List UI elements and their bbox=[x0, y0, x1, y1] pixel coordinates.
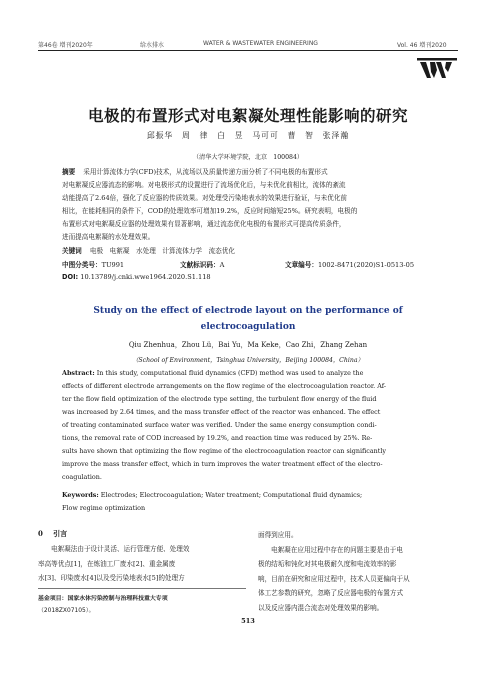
abstract-cn-line: 布置形式对电絮凝反应器的处理效果有显著影响，通过流态优化电极的布置形式可提高传质条件， bbox=[62, 220, 346, 228]
paper-title-en-line2: electrocoagulation bbox=[200, 322, 296, 332]
section0-body bbox=[38, 543, 246, 587]
body-line: 率高等优点[1]，在炼油工厂废水[2]、重金属废 bbox=[38, 559, 176, 568]
keywords-cn-label: 关键词 bbox=[62, 247, 82, 255]
keywords-en-label: Keywords: bbox=[62, 491, 99, 499]
article-number-label: 文章编号： bbox=[285, 261, 318, 269]
header-rule bbox=[38, 50, 458, 51]
abstract-cn-line: 对电絮凝反应器流态的影响。对电极形式的设置进行了流场优化后，与未优化前相比，流体的紊流 bbox=[62, 181, 346, 189]
abstract-en-line: sults have shown that optimizing the flow regime of the electrocoagulation reactor can significantly bbox=[62, 447, 387, 455]
affiliation-cn: （清华大学环境学院，北京 100084） bbox=[192, 154, 304, 161]
article-number bbox=[285, 259, 414, 269]
affiliation-en: （School of Environment，Tsinghua University，Beijing 100084，China） bbox=[132, 357, 364, 364]
article-number-value: 1002-8471(2020)S1-0513-05 bbox=[317, 261, 415, 269]
paper-title-en-line1: Study on the effect of electrode layout on the performance of bbox=[93, 306, 403, 316]
section-heading bbox=[38, 529, 67, 539]
abstract-en-line: tions, the removal rate of COD increased by 19.2%, and reaction time was reduced by 25%. Re- bbox=[62, 434, 373, 442]
clc-label: 中图分类号： bbox=[62, 261, 102, 269]
body-line: 水[3]、印染废水[4]以及受污染地表水[5]的处理方 bbox=[38, 574, 185, 582]
abstract-en-line: In this study, computational fluid dynamics (CFD) method was used to analyze the bbox=[96, 369, 364, 377]
keywords-en-line1: Electrodes; Electrocoagulation; Water treatment; Computational fluid dynamics; bbox=[100, 491, 363, 499]
doc-code-label: 文献标识码： bbox=[180, 261, 220, 269]
abstract-cn-label: 摘要 bbox=[62, 168, 76, 176]
classification-line bbox=[62, 259, 124, 269]
paper-title-cn: 电极的布置形式对电絮凝处理性能影响的研究 bbox=[87, 107, 408, 125]
funding-line2: （2018ZX07105）。 bbox=[38, 608, 95, 614]
keywords-cn bbox=[62, 245, 235, 255]
abstract-cn-line: 采用计算流体力学(CFD)技术，从流场以及质量传递方面分析了不同电极的布置形式 bbox=[83, 168, 328, 176]
abstract-en-line: improve the mass transfer effect, which in turn improves the water treatment effect of the electro- bbox=[62, 460, 383, 468]
abstract-cn-line: 动能提高了2.64倍，强化了反应器的传质效果。对处理受污染地表水的效果进行验证，与未优化前 bbox=[62, 194, 348, 202]
abstract-en bbox=[62, 369, 446, 486]
doc-code-value: A bbox=[219, 261, 225, 269]
abstract-cn-line: 进而提高电絮凝的水处理效果。 bbox=[62, 233, 155, 241]
funding-line1: 基金项目：国家水体污染控制与治理科技重大专项 bbox=[38, 596, 168, 602]
abstract-en-label: Abstract: bbox=[62, 369, 95, 377]
header-journal-en: WATER & WASTEWATER ENGINEERING bbox=[203, 40, 318, 47]
clc-value: TU991 bbox=[101, 261, 125, 269]
body-line: 体工艺参数的研究，忽略了反应器电极的布置方式 bbox=[258, 589, 404, 597]
abstract-en-line: of treating contaminated surface water was verified. Under the same energy consumption condi- bbox=[62, 421, 377, 429]
doi-line bbox=[62, 273, 211, 281]
authors-en: Qiu Zhenhua，Zhou Lü，Bai Yu，Ma Keke，Cao Zhi，Zhang Zehan bbox=[128, 341, 368, 349]
authors-cn: 邱振华 周 律 白 昱 马可可 曹 智 张泽瀚 bbox=[146, 131, 350, 140]
body-line: 面得到应用。 bbox=[258, 531, 298, 539]
header-journal-cn: 给水排水 bbox=[140, 42, 165, 49]
body-line: 以及反应器内混合流态对处理效果的影响。 bbox=[258, 603, 384, 612]
doc-code bbox=[180, 259, 224, 269]
keywords-en-line2: Flow regime optimization bbox=[62, 504, 146, 512]
keywords-cn-text: 电极 电絮凝 水处理 计算流体力学 流态优化 bbox=[89, 247, 235, 255]
header-volume-en: Vol. 46 增刊2020 bbox=[397, 42, 447, 49]
abstract-cn-line: 相比，在能耗相同的条件下，COD的处理效率可增加19.2%，反应时间缩短25%。研究表明，电极的 bbox=[62, 207, 358, 215]
abstract-en-line: ter the flow field optimization of the electrode type setting, the turbulent flow energy of the fluid bbox=[62, 395, 377, 403]
abstract-en-line: was increased by 2.64 times, and the mass transfer effect of the reactor was enhanced. The effect bbox=[62, 408, 381, 416]
section-number: 0 bbox=[38, 529, 43, 538]
header-volume-cn: 第46卷 增刊2020年 bbox=[38, 42, 93, 49]
doi-label: DOI: bbox=[62, 273, 79, 281]
body-line: 电絮凝法由于设计灵活、运行管理方便、处理效 bbox=[51, 545, 190, 553]
abstract-cn bbox=[62, 166, 442, 244]
abstract-en-line: coagulation. bbox=[62, 473, 102, 481]
journal-logo-icon bbox=[417, 56, 457, 80]
keywords-en bbox=[62, 491, 362, 499]
page-number: 513 bbox=[241, 617, 255, 625]
body-line: 响，目前在研究和应用过程中，技术人员更偏向于从 bbox=[258, 574, 410, 583]
doi-value: 10.13789/j.cnki.wwe1964.2020.S1.118 bbox=[80, 273, 211, 281]
body-line: 电絮凝在应用过程中存在的问题主要是由于电 bbox=[271, 545, 403, 554]
section-title: 引言 bbox=[53, 530, 68, 538]
body-line: 极的结垢和钝化对其电极耐久度和电流效率的影 bbox=[258, 560, 397, 568]
footnote-rule bbox=[38, 588, 246, 589]
right-column-body bbox=[258, 529, 458, 616]
abstract-en-line: effects of different electrode arrangements on the flow regime of the electrocoagulation reactor. Af- bbox=[62, 382, 387, 390]
